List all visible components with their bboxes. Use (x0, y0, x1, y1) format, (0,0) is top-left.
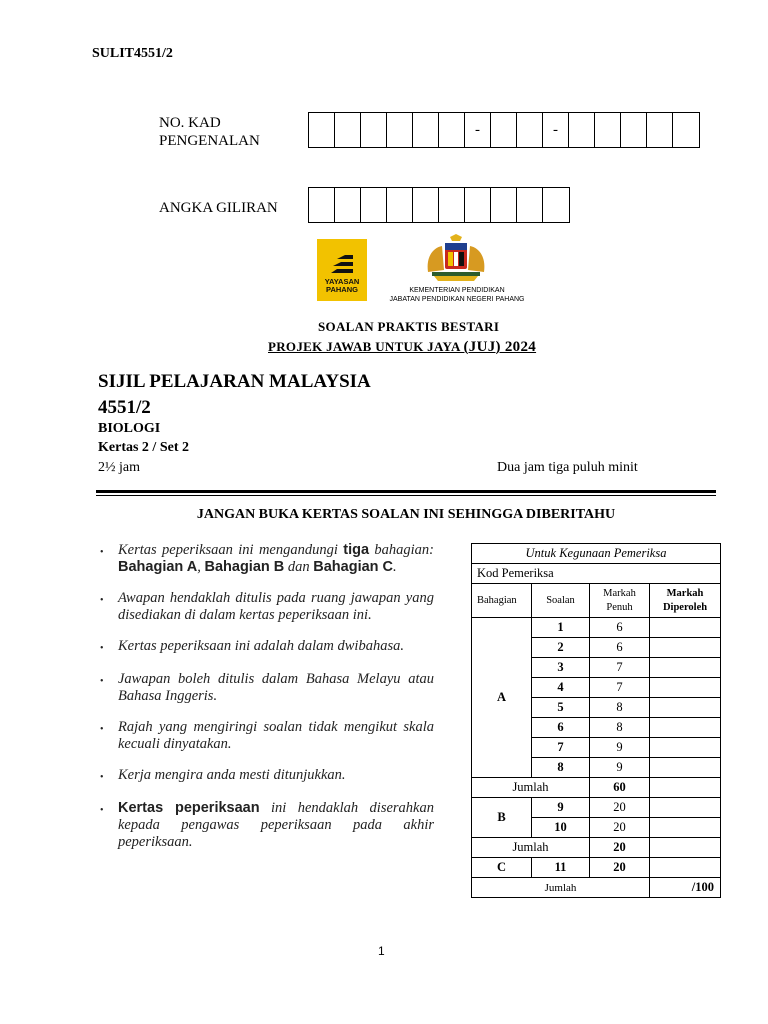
question-number: 1 (532, 618, 590, 638)
input-box[interactable] (335, 188, 361, 222)
input-box[interactable] (361, 188, 387, 222)
marks-obtained-cell[interactable] (650, 618, 721, 638)
input-box[interactable] (309, 188, 335, 222)
page-number: 1 (378, 944, 385, 958)
input-box[interactable] (491, 113, 517, 147)
input-box[interactable] (361, 113, 387, 147)
full-marks: 6 (590, 618, 650, 638)
instruction-item: • Kerja mengira anda mesti ditunjukkan. (100, 767, 434, 786)
input-box[interactable] (595, 113, 621, 147)
bullet-icon: • (100, 547, 104, 558)
col-header-section: Bahagian (472, 584, 532, 618)
exam-code: 4551/2 (98, 397, 151, 418)
malaysia-coat-of-arms-icon (420, 234, 492, 284)
full-marks: 7 (590, 678, 650, 698)
ministry-name: KEMENTERIAN PENDIDIKAN (409, 287, 505, 294)
bullet-icon: • (100, 724, 104, 735)
bullet-icon: • (100, 772, 104, 783)
yayasan-pahang-logo: YAYASAN PAHANG (317, 239, 367, 301)
document-code: SULIT4551/2 (92, 46, 173, 61)
input-box[interactable] (491, 188, 517, 222)
exam-subject: BIOLOGI (98, 421, 161, 436)
full-marks: 9 (590, 738, 650, 758)
instruction-item: • Jawapan boleh ditulis dalam Bahasa Melayu atau Bahasa Inggeris. (100, 671, 434, 704)
index-number-label: ANGKA GILIRAN (159, 200, 278, 216)
question-number: 10 (532, 818, 590, 838)
full-marks: 9 (590, 758, 650, 778)
index-number-boxes[interactable] (308, 187, 570, 223)
marks-obtained-cell[interactable] (650, 718, 721, 738)
marks-obtained-cell[interactable] (650, 818, 721, 838)
instruction-item: • Awapan hendaklah ditulis pada ruang jawapan yang disediakan di dalam kertas peperiksaan ini. (100, 590, 434, 623)
subtotal-label: Jumlah (472, 838, 590, 858)
id-card-boxes[interactable] (308, 112, 700, 148)
input-box[interactable] (439, 188, 465, 222)
input-box[interactable] (465, 188, 491, 222)
marks-obtained-cell[interactable] (650, 778, 721, 798)
full-marks: 7 (590, 658, 650, 678)
state-department-name: JABATAN PENDIDIKAN NEGERI PAHANG (389, 296, 525, 303)
input-box[interactable] (335, 113, 361, 147)
question-number: 9 (532, 798, 590, 818)
col-header-marks-obtained: Markah Diperoleh (650, 584, 721, 618)
instruction-item: • Kertas peperiksaan ini hendaklah diserahkan kepada pengawas peperiksaan pada akhir peperiksaan. (100, 800, 434, 850)
examiner-code-label: Kod Pemeriksa (472, 564, 721, 584)
section-label: A (472, 618, 532, 778)
bullet-icon: • (100, 643, 104, 654)
marks-obtained-cell[interactable] (650, 638, 721, 658)
grand-total-value: /100 (650, 878, 721, 898)
exam-duration-words: Dua jam tiga puluh minit (497, 460, 638, 475)
question-number: 6 (532, 718, 590, 738)
program-subtitle: PROJEK JAWAB UNTUK JAYA (JUJ) 2024 (268, 339, 537, 355)
input-box[interactable] (517, 188, 543, 222)
question-number: 7 (532, 738, 590, 758)
marks-obtained-cell[interactable] (650, 698, 721, 718)
bullet-icon: • (100, 595, 104, 606)
section-label: B (472, 798, 532, 838)
input-box[interactable] (309, 113, 335, 147)
full-marks: 8 (590, 698, 650, 718)
full-marks: 20 (590, 858, 650, 878)
divider-thin (96, 495, 716, 496)
instruction-item: • Kertas peperiksaan ini adalah dalam dwibahasa. (100, 638, 434, 657)
full-marks: 8 (590, 718, 650, 738)
marks-obtained-cell[interactable] (650, 838, 721, 858)
input-box[interactable] (413, 188, 439, 222)
full-marks: 20 (590, 818, 650, 838)
question-number: 2 (532, 638, 590, 658)
input-box[interactable] (413, 113, 439, 147)
marks-obtained-cell[interactable] (650, 738, 721, 758)
divider-thick (96, 490, 716, 493)
program-title: SOALAN PRAKTIS BESTARI (318, 319, 500, 334)
exam-duration: 2½ jam (98, 460, 140, 475)
input-box[interactable] (517, 113, 543, 147)
input-box[interactable] (543, 188, 569, 222)
examiner-table-title: Untuk Kegunaan Pemeriksa (472, 544, 721, 564)
marks-obtained-cell[interactable] (650, 658, 721, 678)
question-number: 3 (532, 658, 590, 678)
input-box: - (543, 113, 569, 147)
id-card-label: NO. KAD PENGENALAN (159, 115, 260, 149)
input-box: - (465, 113, 491, 147)
question-number: 4 (532, 678, 590, 698)
grand-total-label: Jumlah (472, 878, 650, 898)
warning-notice: JANGAN BUKA KERTAS SOALAN INI SEHINGGA DIBERITAHU (196, 507, 616, 522)
question-number: 11 (532, 858, 590, 878)
bullet-icon: • (100, 676, 104, 687)
subtotal-label: Jumlah (472, 778, 590, 798)
full-marks: 20 (590, 798, 650, 818)
subtotal-a: 60 (590, 778, 650, 798)
yayasan-emblem-icon (329, 254, 355, 274)
question-number: 8 (532, 758, 590, 778)
subtotal-b: 20 (590, 838, 650, 858)
full-marks: 6 (590, 638, 650, 658)
input-box[interactable] (387, 113, 413, 147)
input-box[interactable] (647, 113, 673, 147)
instruction-item: • Kertas peperiksaan ini mengandungi tiga bahagian: Bahagian A, Bahagian B dan Bahagian C. (100, 542, 435, 575)
input-box[interactable] (569, 113, 595, 147)
input-box[interactable] (673, 113, 699, 147)
col-header-question: Soalan (532, 584, 590, 618)
marks-obtained-cell[interactable] (650, 678, 721, 698)
section-c-label: C (472, 858, 532, 878)
bullet-icon: • (100, 805, 104, 816)
exam-title: SIJIL PELAJARAN MALAYSIA (98, 371, 371, 392)
examiner-table-wrapper (471, 543, 720, 898)
input-box[interactable] (387, 188, 413, 222)
instructions-list (100, 542, 434, 865)
input-box[interactable] (621, 113, 647, 147)
marks-obtained-cell[interactable] (650, 798, 721, 818)
instruction-item: • Rajah yang mengiringi soalan tidak mengikut skala kecuali dinyatakan. (100, 719, 434, 752)
exam-paper: Kertas 2 / Set 2 (98, 440, 189, 455)
input-box[interactable] (439, 113, 465, 147)
marks-obtained-cell[interactable] (650, 858, 721, 878)
marks-obtained-cell[interactable] (650, 758, 721, 778)
col-header-full-marks: Markah Penuh (590, 584, 650, 618)
question-number: 5 (532, 698, 590, 718)
examiner-table (471, 543, 721, 898)
